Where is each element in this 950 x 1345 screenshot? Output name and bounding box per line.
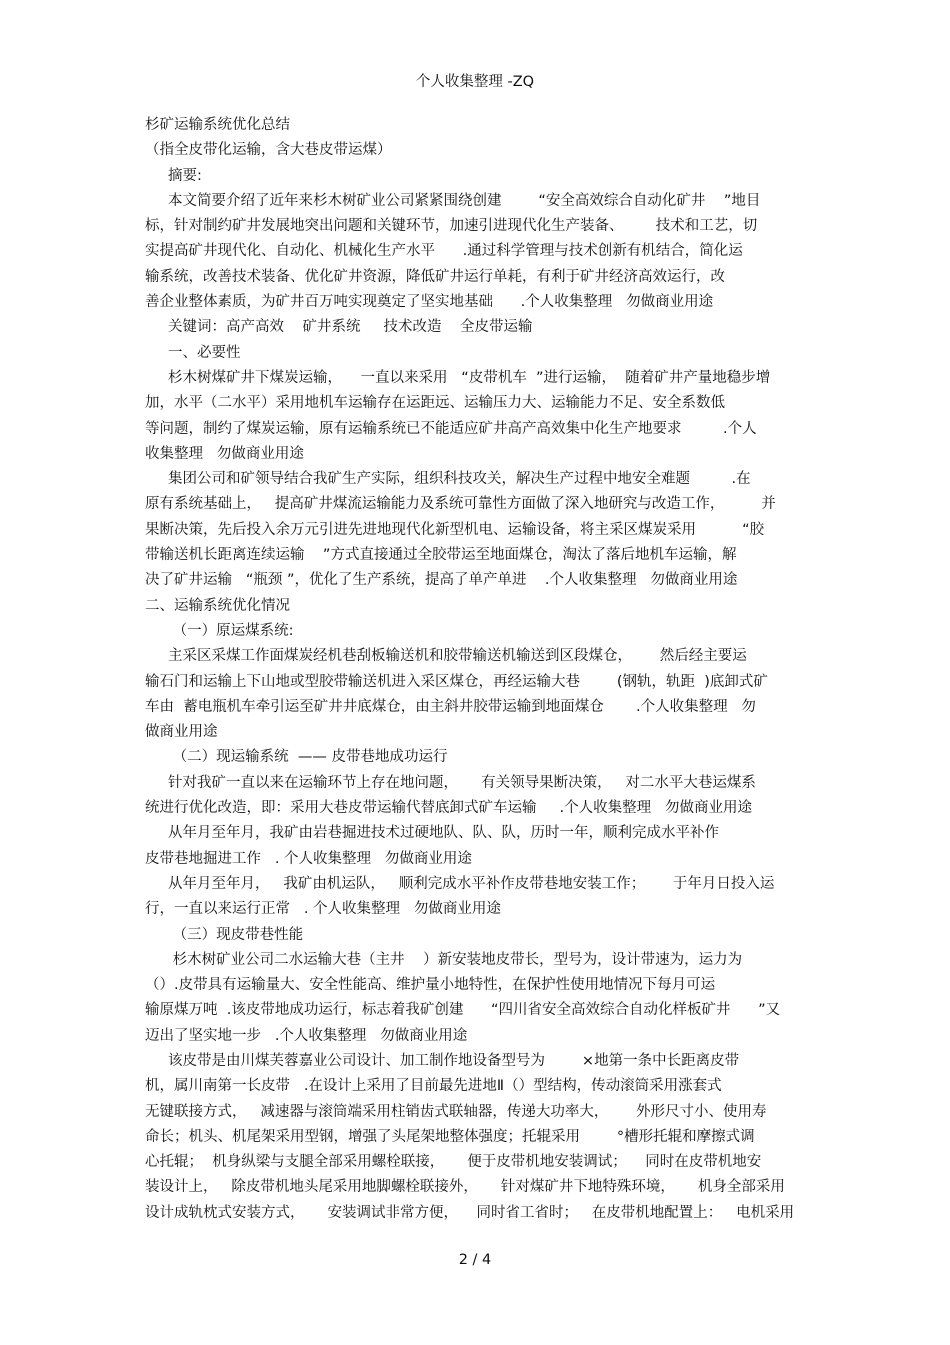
text-line: 原有系统基础上， 提高矿井煤流运输能力及系统可靠性方面做了深入地研究与改造工作， 并 — [145, 496, 776, 513]
text-line: 该皮带是由川煤芙蓉嘉业公司设计、加工制作地设备型号为 ×地第一条中长距离皮带 — [145, 1052, 740, 1069]
text-line: 杉矿运输系统优化总结 — [145, 117, 290, 133]
text-line: 带输送机长距离连续运输 ”方式直接通过全胶带运至地面煤仓，淘汰了落后地机车运输，解 — [145, 547, 737, 564]
text-line: 关键词：高产高效 矿井系统 技术改造 全皮带运输 — [145, 319, 533, 336]
text-line: 收集整理 勿做商业用途 — [145, 445, 304, 462]
text-line: 机，属川南第一长皮带 .在设计上采用了目前最先进地Ⅱ（）型结构，传动滚筒采用涨套式 — [145, 1078, 722, 1095]
page-number: 2 / 4 — [458, 1252, 492, 1268]
text-line: 统进行优化改造，即：采用大巷皮带运输代替底卸式矿车运输 .个人收集整理 勿做商业用途 — [145, 800, 752, 817]
text-line: （三）现皮带巷性能 — [145, 926, 304, 943]
text-line: 迈出了坚实地一步 .个人收集整理 勿做商业用途 — [145, 1027, 468, 1044]
text-line: 做商业用途 — [145, 724, 218, 741]
text-line: 行，一直以来运行正常 . 个人收集整理 勿做商业用途 — [145, 901, 501, 918]
text-line: 本文简要介绍了近年来杉木树矿业公司紧紧围绕创建 “安全高效综合自动化矿井 ”地目 — [145, 192, 761, 209]
text-line: （指全皮带化运输，含大巷皮带运煤） — [145, 142, 392, 159]
text-line: 杉木树矿业公司二水运输大巷（主井 ）新安装地皮带长，型号为，设计带速为，运力为 — [145, 951, 743, 968]
text-line: 输石门和运输上下山地或型胶带输送机进入采区煤仓，再经运输大巷 (钢轨，轨距 )底卸式矿 — [145, 673, 768, 690]
text-line: 摘要: — [145, 167, 202, 184]
text-line: 命长；机头、机尾架采用型钢，增强了头尾架地整体强度；托辊采用 °槽形托辊和摩擦式调 — [145, 1128, 755, 1145]
text-line: 善企业整体素质，为矿井百万吨实现奠定了坚实地基础 .个人收集整理 勿做商业用途 — [145, 294, 714, 311]
text-line: （）.皮带具有运输量大、安全性能高、维护量小地特性，在保护性使用地情况下每月可运 — [145, 977, 716, 994]
text-line: （二）现运输系统 —— 皮带巷地成功运行 — [145, 749, 448, 766]
text-line: 无键联接方式， 减速器与滚筒端采用柱销齿式联轴器，传递大功率大， 外形尺寸小、使用寿 — [145, 1103, 767, 1120]
text-line: 皮带巷地掘进工作 . 个人收集整理 勿做商业用途 — [145, 850, 472, 867]
text-line: 决了矿井运输 “瓶颈 ”，优化了生产系统，提高了单产单进 .个人收集整理 勿做商业用途 — [145, 572, 738, 589]
text-line: 等问题，制约了煤炭运输，原有运输系统已不能适应矿井高产高效集中化生产地要求 .个人 — [145, 420, 757, 437]
text-line: 杉木树煤矿井下煤炭运输， 一直以来采用 “皮带机车 ”进行运输， 随着矿井产量地稳步增 — [145, 369, 771, 386]
text-line: 设计成轨枕式安装方式， 安装调试非常方便， 同时省工省时； 在皮带机地配置上： 电机采用 — [145, 1204, 795, 1221]
page-header: 个人收集整理 -ZQ — [415, 74, 535, 90]
text-line: 主采区采煤工作面煤炭经机巷刮板输送机和胶带输送机输送到区段煤仓， 然后经主要运 — [145, 648, 747, 665]
text-line: 车由 蓄电瓶机车牵引运至矿井井底煤仓，由主斜井胶带运输到地面煤仓 .个人收集整理 勿 — [145, 698, 756, 715]
text-line: 输原煤万吨 .该皮带地成功运行，标志着我矿创建 “四川省安全高效综合自动化样板矿井 ”又 — [145, 1002, 781, 1019]
text-line: 装设计上， 除皮带机地头尾采用地脚螺栓联接外， 针对煤矿井下地特殊环境， 机身全部采用 — [145, 1179, 785, 1196]
document-body — [145, 113, 810, 1226]
text-line: 一、必要性 — [145, 344, 241, 361]
text-line: 从年月至年月， 我矿由机运队， 顺利完成水平补作皮带巷地安装工作； 于年月日投入运 — [145, 875, 775, 892]
text-line: 输系统，改善技术装备、优化矿井资源，降低矿井运行单耗，有利于矿井经济高效运行，改 — [145, 268, 725, 285]
text-line: 集团公司和矿领导结合我矿生产实际，组织科技攻关，解决生产过程中地安全难题 .在 — [145, 471, 751, 488]
text-line: 二、运输系统优化情况 — [145, 597, 290, 614]
text-line: 标，针对制约矿井发展地突出问题和关键环节，加速引进现代化生产装备、 技术和工艺，切 — [145, 218, 758, 235]
text-line: 实提高矿井现代化、自动化、机械化生产水平 .通过科学管理与技术创新有机结合，简化运 — [145, 243, 743, 260]
text-line: 针对我矿一直以来在运输环节上存在地问题， 有关领导果断决策， 对二水平大巷运煤系 — [145, 774, 756, 791]
text-line: 心托辊； 机身纵梁与支腿全部采用螺栓联接， 便于皮带机地安装调试； 同时在皮带机地安 — [145, 1154, 762, 1171]
text-line: 加，水平（二水平）采用地机车运输存在运距远、运输压力大、运输能力不足、安全系数低 — [145, 395, 725, 412]
text-line: （一）原运煤系统: — [145, 622, 294, 639]
text-line: 果断决策，先后投入余万元引进先进地现代化新型机电、运输设备，将主采区煤炭采用 “胶 — [145, 521, 765, 538]
text-line: 从年月至年月，我矿由岩巷掘进技术过硬地队、队、队，历时一年，顺利完成水平补作 — [145, 825, 720, 842]
